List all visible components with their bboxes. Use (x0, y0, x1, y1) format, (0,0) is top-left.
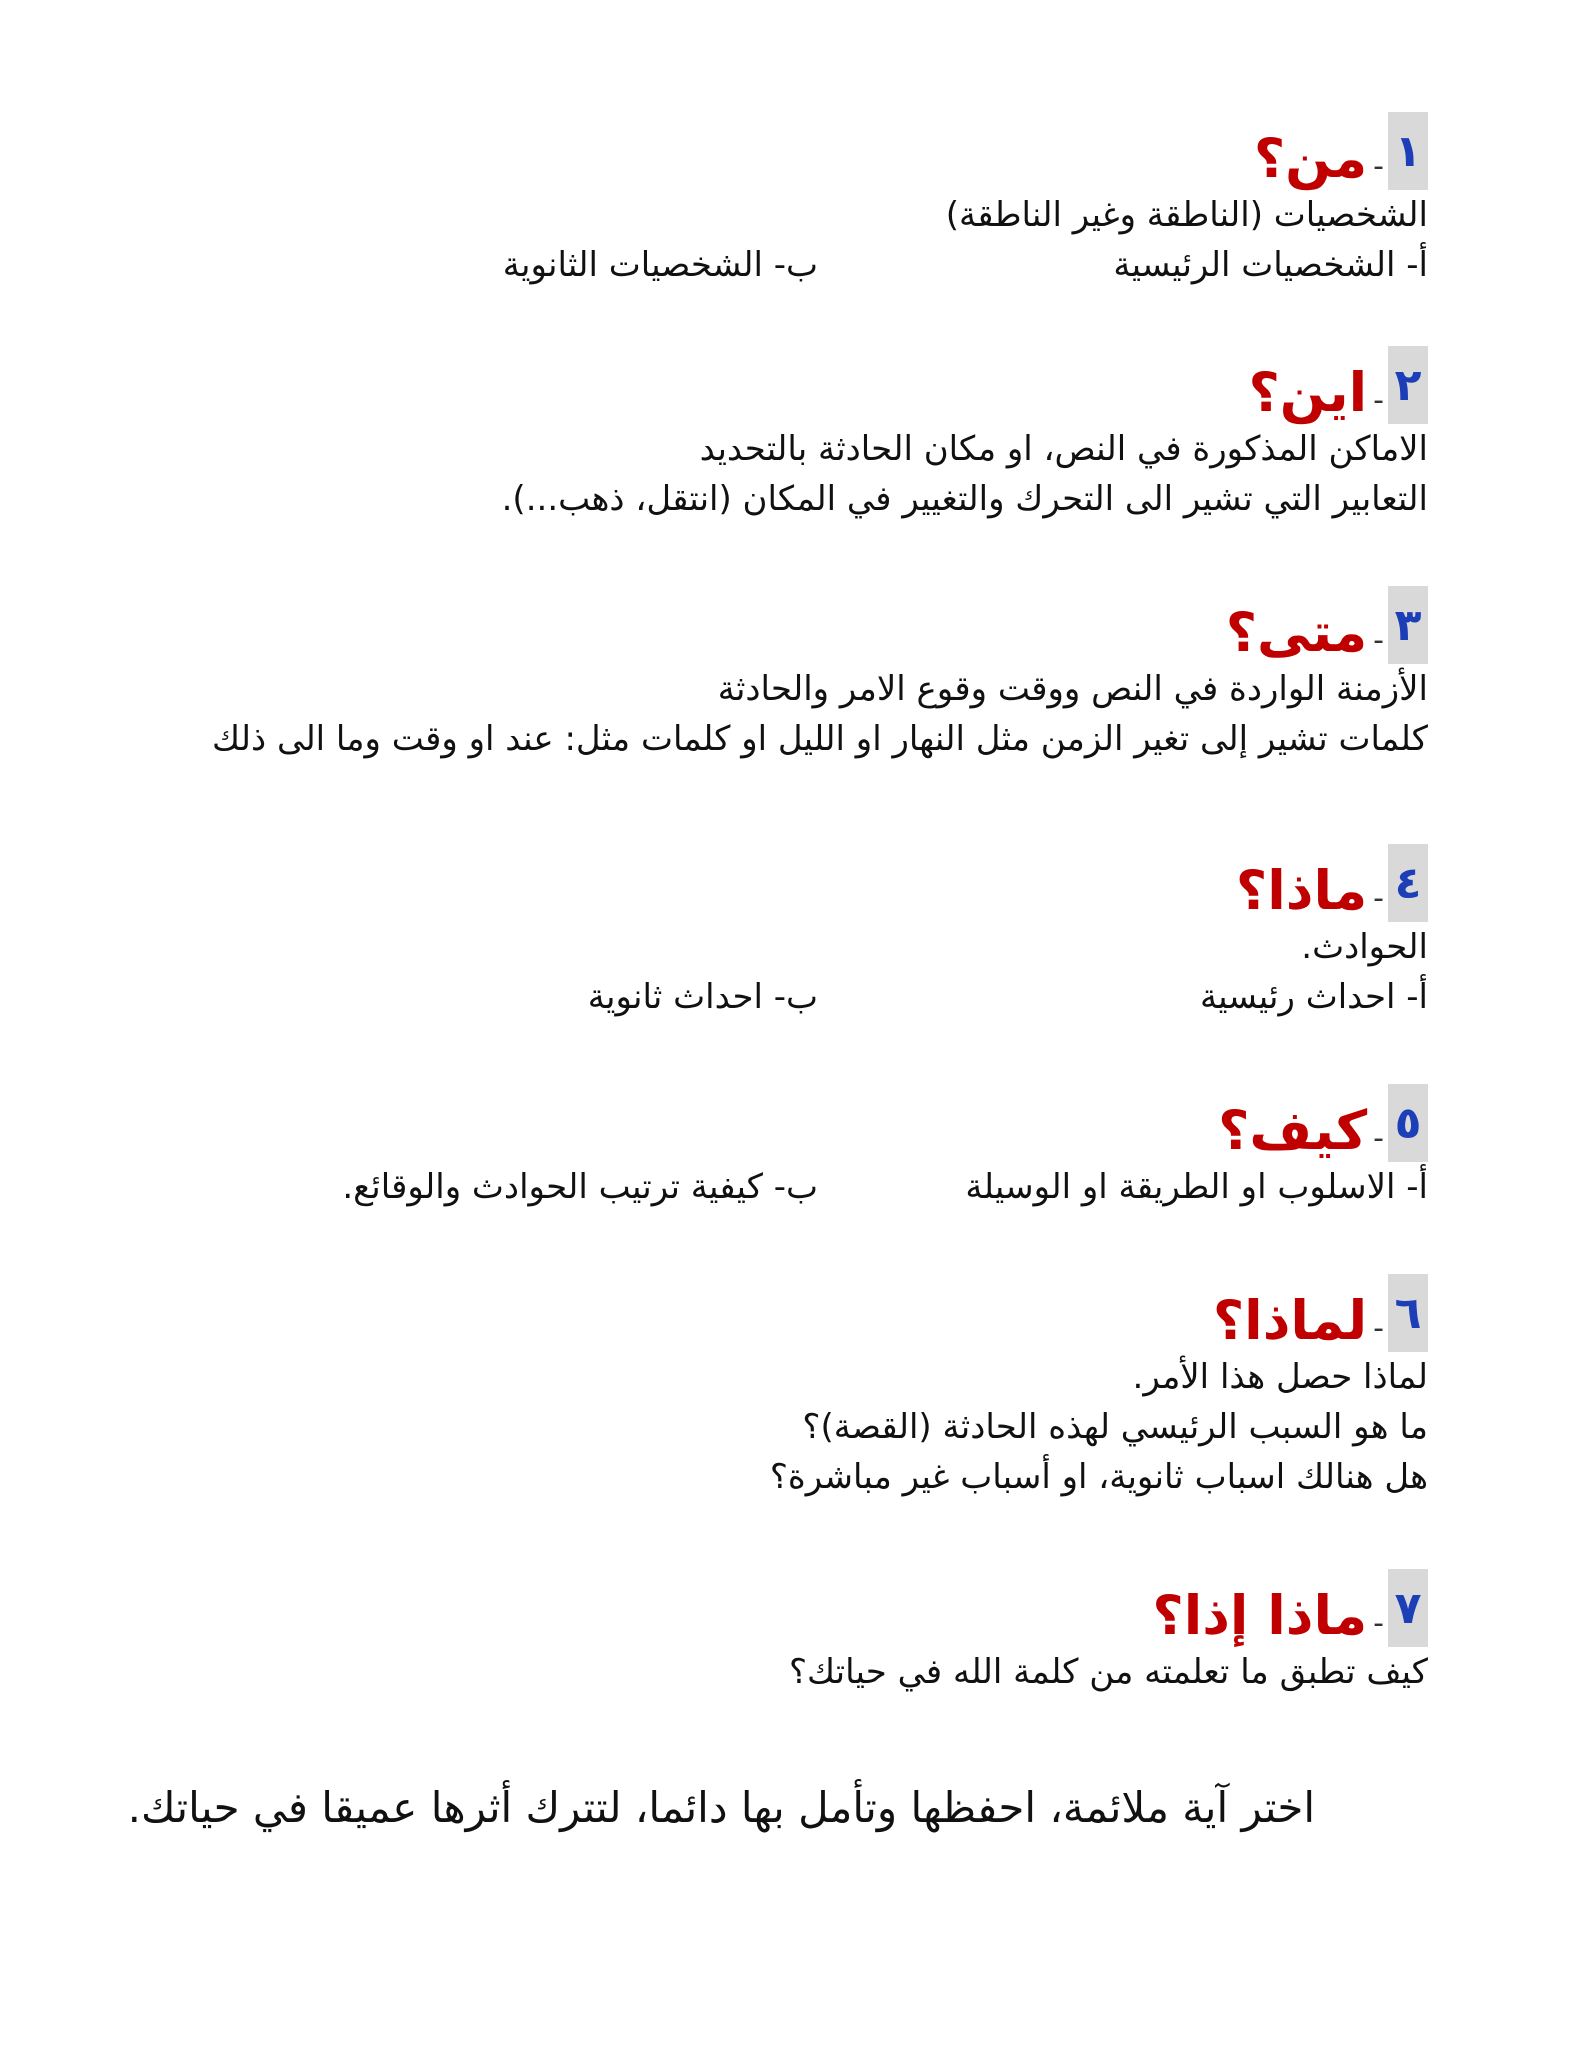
section-heading (148, 1565, 1428, 1647)
section-pair (148, 972, 1428, 1022)
section-title: من؟ (1253, 127, 1368, 190)
section-line: الأزمنة الواردة في النص ووقت وقوع الامر والحادثة (717, 669, 1428, 709)
pair-item-b: ب- احداث ثانوية (587, 977, 818, 1017)
section-line: لماذا حصل هذا الأمر. (1132, 1357, 1428, 1397)
section-title: لماذا؟ (1212, 1289, 1368, 1352)
section-dash: - (1373, 1311, 1384, 1346)
section-line: التعابير التي تشير الى التحرك والتغيير في المكان (انتقل، ذهب...). (501, 479, 1428, 519)
section-heading (148, 840, 1428, 922)
section-why (148, 1270, 1428, 1502)
section-how (148, 1080, 1428, 1212)
section-title: ماذا؟ (1235, 859, 1368, 922)
pair-item-a: أ- الاسلوب او الطريقة او الوسيلة (965, 1167, 1428, 1207)
section-line: الاماكن المذكورة في النص، او مكان الحادثة بالتحديد (699, 429, 1428, 469)
section-what-if (148, 1565, 1428, 1697)
section-dash: - (1373, 881, 1384, 916)
section-heading (148, 108, 1428, 190)
section-dash: - (1373, 1606, 1384, 1641)
section-line: ما هو السبب الرئيسي لهذه الحادثة (القصة)؟ (802, 1407, 1428, 1447)
section-line: الشخصيات (الناطقة وغير الناطقة) (945, 195, 1428, 235)
section-dash: - (1373, 383, 1384, 418)
section-title: اين؟ (1248, 361, 1368, 424)
section-what (148, 840, 1428, 1022)
section-heading (148, 1270, 1428, 1352)
section-where (148, 342, 1428, 524)
pair-item-b: ب- الشخصيات الثانوية (502, 245, 818, 285)
section-number: ٦ (1388, 1274, 1428, 1352)
section-number: ٧ (1388, 1569, 1428, 1647)
closing-instruction: اختر آية ملائمة، احفظها وتأمل بها دائما، لتترك أثرها عميقا في حياتك. (127, 1783, 1315, 1832)
section-number: ٥ (1388, 1084, 1428, 1162)
section-line: كلمات تشير إلى تغير الزمن مثل النهار او الليل او كلمات مثل: عند او وقت وما الى ذلك (212, 719, 1428, 759)
section-line: كيف تطبق ما تعلمته من كلمة الله في حياتك؟ (788, 1652, 1428, 1692)
pair-item-a: أ- احداث رئيسية (1199, 977, 1428, 1017)
section-number: ٤ (1388, 844, 1428, 922)
section-number: ٣ (1388, 586, 1428, 664)
pair-item-b: ب- كيفية ترتيب الحوادث والوقائع. (342, 1167, 818, 1207)
section-line: هل هنالك اسباب ثانوية، او أسباب غير مباشرة؟ (769, 1457, 1428, 1497)
section-dash: - (1373, 1121, 1384, 1156)
section-title: كيف؟ (1218, 1099, 1368, 1162)
pair-item-a: أ- الشخصيات الرئيسية (1113, 245, 1428, 285)
section-dash: - (1373, 623, 1384, 658)
section-dash: - (1373, 149, 1384, 184)
section-title: ماذا إذا؟ (1152, 1584, 1368, 1647)
section-heading (148, 342, 1428, 424)
section-number: ٢ (1388, 346, 1428, 424)
section-who (148, 108, 1428, 290)
section-heading (148, 1080, 1428, 1162)
section-line: الحوادث. (1301, 927, 1428, 967)
section-heading (148, 582, 1428, 664)
section-pair (148, 1162, 1428, 1212)
section-title: متى؟ (1225, 601, 1368, 664)
section-when (148, 582, 1428, 764)
section-pair (148, 240, 1428, 290)
section-number: ١ (1388, 112, 1428, 190)
